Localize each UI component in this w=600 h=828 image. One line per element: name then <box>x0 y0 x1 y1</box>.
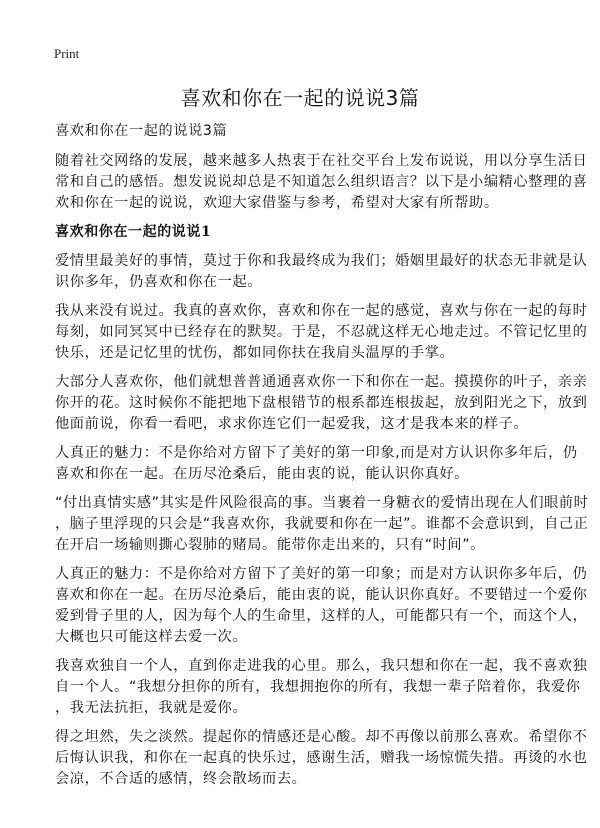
text-line: 每刻，如同冥冥中已经存在的默契。于是，不忍就这样无心地走过。不管记忆里的 <box>55 324 588 340</box>
text-line: 随着社交网络的发展，越来越多人热衷于在社交平台上发布说说，用以分享生活日 <box>55 153 588 169</box>
paragraph <box>55 656 588 719</box>
text-line: 你开的花。这时候你不能把地下盘根错节的根系都连根拔起，放到阳光之下，放到 <box>55 395 588 411</box>
text-line: ，我无法抗拒，我就是爱你。 <box>55 700 248 716</box>
text-line: 识你多年，仍喜欢和你在一起。 <box>55 274 263 290</box>
paragraph <box>55 727 588 790</box>
text-line: 人真正的魅力：不是你给对方留下了美好的第一印象；而是对方认识你多年后，仍 <box>55 566 588 582</box>
section-heading: 喜欢和你在一起的说说1 <box>55 224 212 240</box>
text-line: 我从来没有说过。我真的喜欢你，喜欢和你在一起的感觉，喜欢与你在一起的每时 <box>55 303 588 319</box>
paragraph-list <box>55 251 589 790</box>
text-line: 常和自己的感悟。想发说说却总是不知道怎么组织语言？以下是小编精心整理的喜 <box>55 174 588 190</box>
text-line: 得之坦然，失之淡然。提起你的情感还是心酸。却不再像以前那么喜欢。希望你不 <box>55 729 588 745</box>
text-line: 在开启一场输则撕心裂肺的赌局。能带你走出来的，只有“时间”。 <box>55 537 485 553</box>
paragraph <box>55 564 588 648</box>
paragraph <box>55 251 588 293</box>
text-line: 喜欢和你在一起。在历尽沧桑后，能由衷的说，能认识你真好。不要错过一个爱你 <box>55 587 588 603</box>
text-line: “付出真情实感”其实是件风险很高的事。当裹着一身糖衣的爱情出现在人们眼前时 <box>55 495 589 511</box>
text-line: 我喜欢独自一个人，直到你走进我的心里。那么，我只想和你在一起，我不喜欢独 <box>55 658 588 674</box>
paragraph <box>55 443 578 485</box>
article-subtitle: 喜欢和你在一起的说说3篇 <box>55 123 228 139</box>
text-line: 人真正的魅力：不是你给对方留下了美好的第一印象,而是对方认识你多年后，仍 <box>55 445 578 461</box>
intro-paragraph <box>55 151 588 214</box>
text-line: 自一个人。“我想分担你的所有，我想拥抱你的所有，我想一辈子陪着你，我爱你 <box>55 679 581 695</box>
text-line: 喜欢和你在一起。在历尽沧桑后，能由衷的说，能认识你真好。 <box>55 466 470 482</box>
print-link[interactable]: Print <box>54 46 80 61</box>
text-line: 他面前说，你看一看吧，求求你连它们一起爱我，这才是我本来的样子。 <box>55 416 529 432</box>
text-line: 大概也只可能这样去爱一次。 <box>55 629 248 645</box>
text-line: 快乐，还是记忆里的忧伤，都如同你扶在我肩头温厚的手掌。 <box>55 345 455 361</box>
paragraph <box>55 301 588 364</box>
paragraph <box>55 493 589 556</box>
paragraph <box>55 372 588 435</box>
text-line: ，脑子里浮现的只会是“我喜欢你，我就要和你在一起”。谁都不会意识到，自己正 <box>55 516 589 532</box>
text-line: 大部分人喜欢你，他们就想普普通通喜欢你一下和你在一起。摸摸你的叶子，亲亲 <box>55 374 588 390</box>
page-title: 喜欢和你在一起的说说3篇 <box>180 86 420 110</box>
text-line: 会凉，不合适的感情，终会散场而去。 <box>55 771 307 787</box>
text-line: 后悔认识我，和你在一起真的快乐过，感谢生活，赠我一场惊慌失措。再烫的水也 <box>55 750 588 766</box>
article-body <box>55 121 589 798</box>
text-line: 欢和你在一起的说说，欢迎大家借鉴与参考，希望对大家有所帮助。 <box>55 195 499 211</box>
text-line: 爱情里最美好的事情，莫过于你和我最终成为我们；婚姻里最好的状态无非就是认 <box>55 253 588 269</box>
text-line: 爱到骨子里的人，因为每个人的生命里，这样的人，可能都只有一个，而这个人， <box>55 608 588 624</box>
